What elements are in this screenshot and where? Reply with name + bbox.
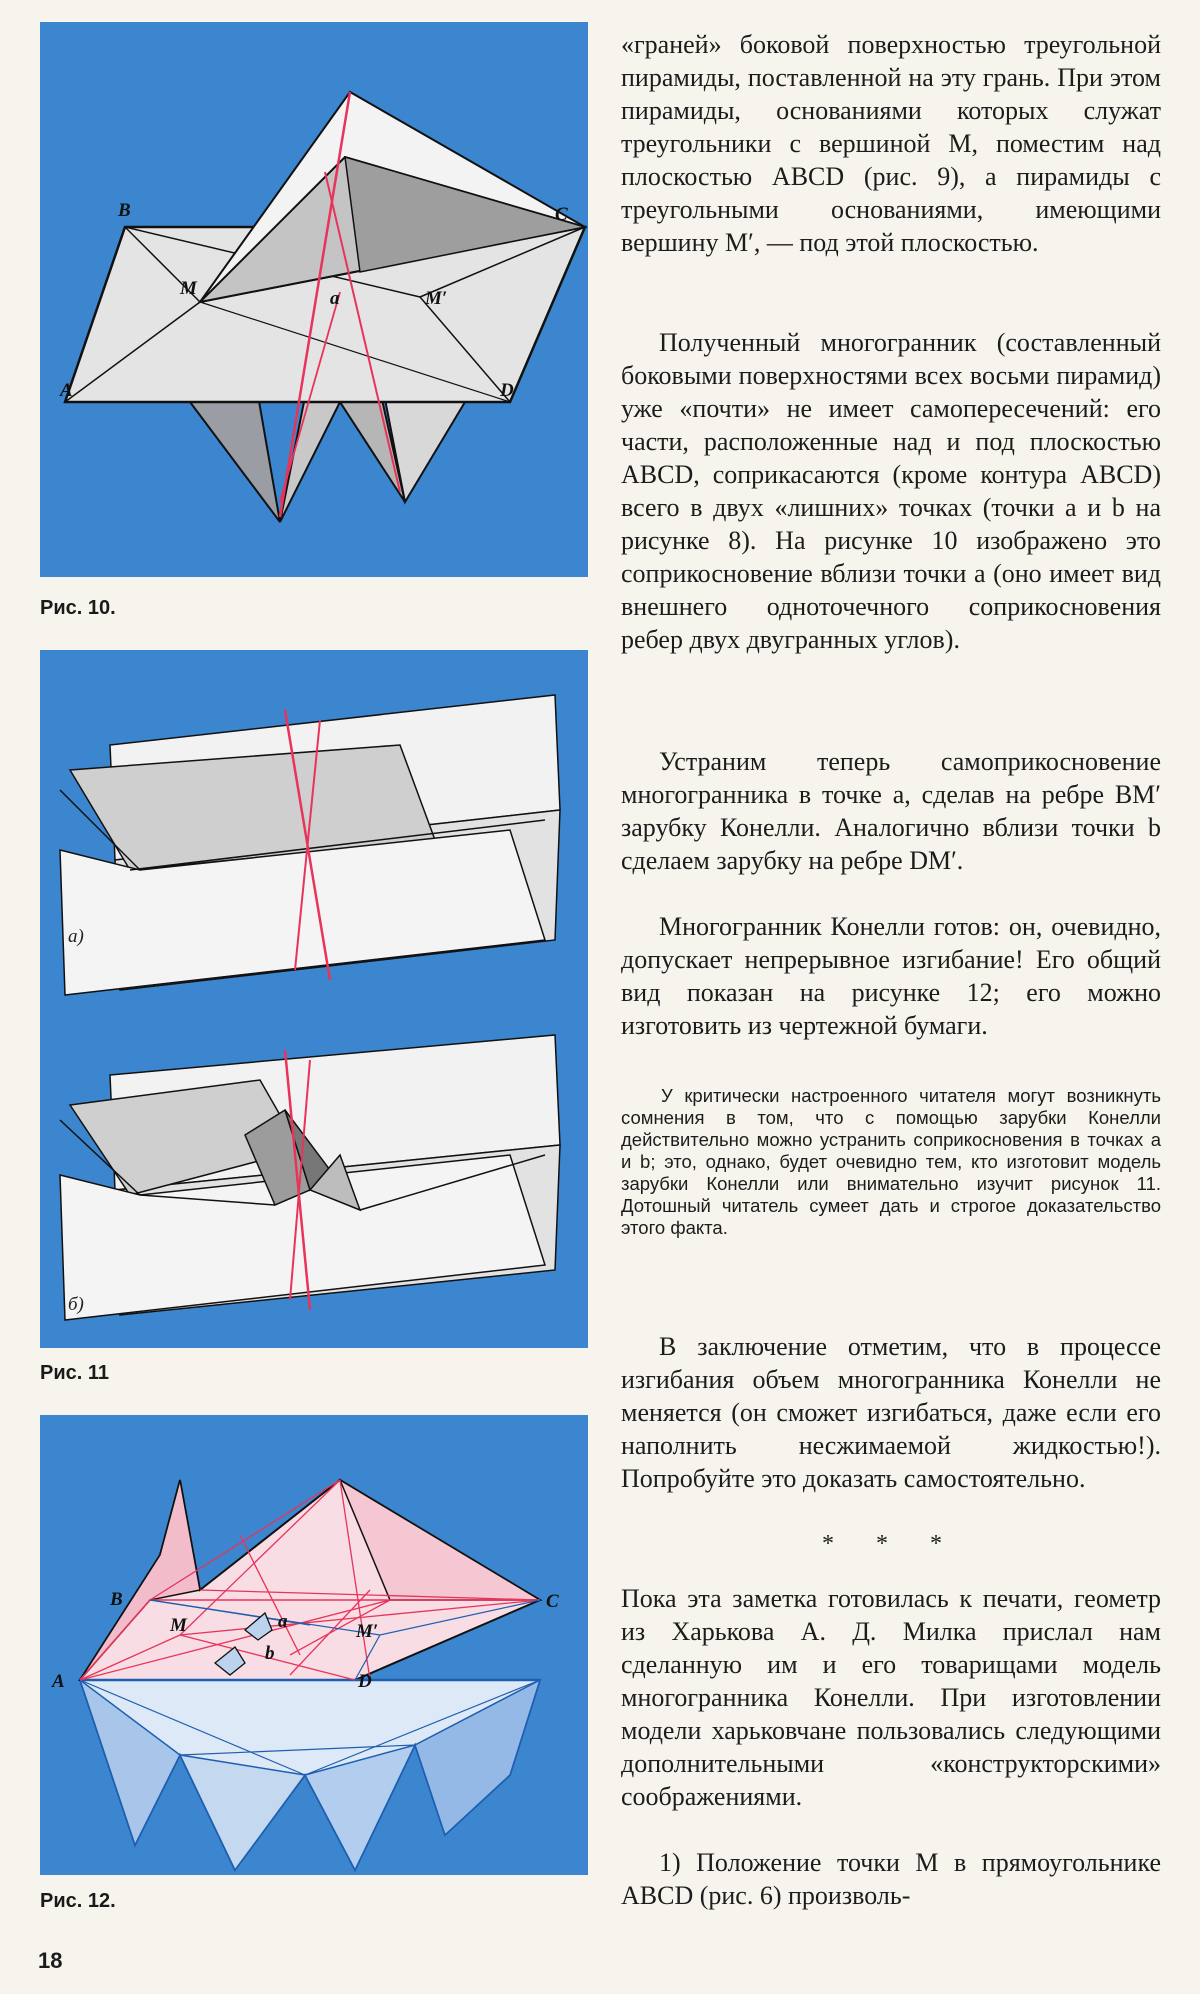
fig12-label-m: M [170,1615,187,1636]
fig11-label-a: а) [68,926,84,947]
fig10-label-point-a: a [330,288,340,309]
paragraph-6: Пока эта заметка готовилась к печати, геометр из Харькова А. Д. Милка прислал нам сделанную им и его товарищами модель многогранника Конелли. При изготовлении модели харьковчане пользовались следующими дополнительными «конструкторскими» соображениями. [621,1584,1161,1811]
figure-11 [40,650,588,1348]
paragraph-1: «граней» боковой поверхностью треугольной пирамиды, поставленной на эту грань. При этом пирамиды, основаниями которых служат треугольники с вершиной M, поместим над плоскостью ABCD (рис. 9), а пирамиды с треугольными основаниями, имеющими вершину M′, — под этой плоскостью. [621,30,1161,257]
fig12-label-point-b: b [265,1643,275,1664]
figure-10-caption: Рис. 10. [40,597,116,619]
fig12-label-b: B [110,1589,123,1610]
fig12-label-a: A [52,1671,65,1692]
fig12-label-c: C [546,1591,559,1612]
paragraph-2: Полученный многогранник (составленный боковыми поверхностями всех восьми пирамид) уже «почти» не имеет самопересечений: его части, расположенные над и под плоскостью ABCD, соприкасаются (кроме контура ABCD) всего в двух «лишних» точках (точки a и b на рисунке 8). На рисунке 10 изображено это соприкосновение вблизи точки a (оно имеет вид внешнего одноточечного соприкосновения ребер двух двугранных углов). [621,328,1161,654]
fig10-label-mprime: M′ [425,288,448,309]
paragraph-3: Устраним теперь самоприкосновение многогранника в точке a, сделав на ребре BM′ зарубку Конелли. Аналогично вблизи точки b сделаем зарубку на ребре DM′. [621,747,1161,875]
fig10-label-m: M [180,278,197,299]
figure-12 [40,1415,588,1875]
fig12-label-d: D [358,1671,372,1692]
page-number: 18 [38,1948,63,1973]
figure-10-drawing [40,22,588,577]
figure-11-drawing [40,650,588,1348]
fig10-label-c: C [555,204,568,225]
figure-12-drawing [40,1415,588,1875]
fig11-label-b: б) [68,1294,84,1315]
fig12-label-point-a: a [278,1611,288,1632]
fig10-label-d: D [500,380,514,401]
fig10-label-b: B [118,200,131,221]
paragraph-7: 1) Положение точки M в прямоугольнике ABCD (рис. 6) произволь- [621,1848,1161,1910]
figure-10 [40,22,588,577]
figure-12-caption: Рис. 12. [40,1890,116,1912]
paragraph-4: Многогранник Конелли готов: он, очевидно, допускает непрерывное изгибание! Его общий вид показан на рисунке 12; его можно изготовить из чертежной бумаги. [621,912,1161,1040]
paragraph-5: В заключение отметим, что в процессе изгибания объем многогранника Конелли не меняется (он сможет изгибаться, даже если его наполнить несжимаемой жидкостью!). Попробуйте это доказать самостоятельно. [621,1332,1161,1493]
figure-11-caption: Рис. 11 [40,1362,110,1384]
small-note: У критически настроенного читателя могут возникнуть сомнения в том, что с помощью зарубки Конелли действительно можно устранить соприкосновения в точках a и b; это, однако, будет очевидно тем, кто изготовит модель зарубки Конелли или внимательно изучит рисунок 11. Дотошный читатель сумеет дать и строгое доказательство этого факта. [621,1085,1161,1238]
fig12-label-mprime: M′ [356,1621,379,1642]
fig10-label-a: A [60,380,73,401]
section-stars: * * * [822,1531,960,1557]
